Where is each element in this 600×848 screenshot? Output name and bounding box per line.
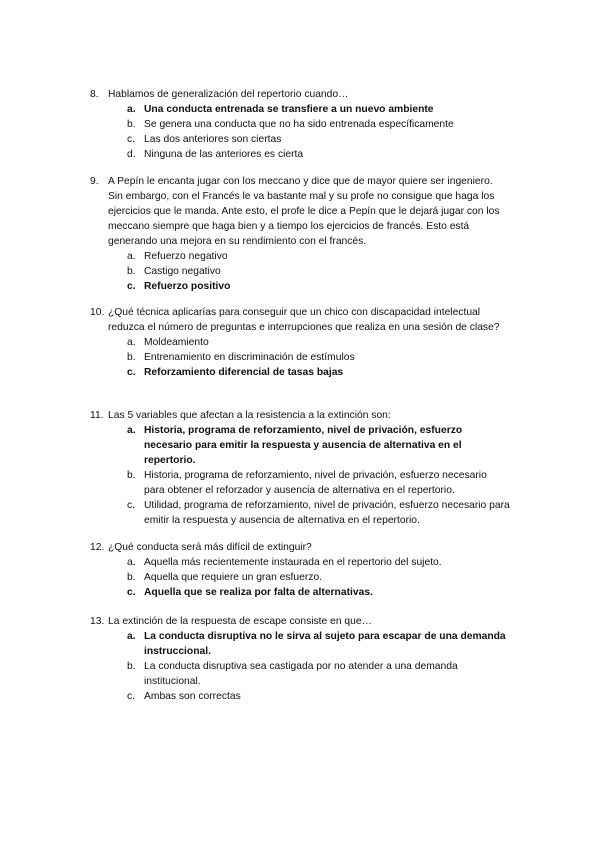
option-text: Aquella que requiere un gran esfuerzo.: [144, 572, 323, 583]
option-b: [90, 264, 510, 279]
question-13: [90, 614, 510, 704]
option-list: [90, 102, 510, 162]
option-text: Las dos anteriores son ciertas: [144, 134, 282, 145]
option-letter: b.: [127, 352, 136, 363]
option-text: Historia, programa de reforzamiento, nivel de privación, esfuerzo necesario para obtener el reforzador y ausencia de alternativa en el repertorio.: [144, 470, 487, 496]
option-letter: b.: [127, 661, 136, 672]
question-11: [90, 408, 510, 528]
option-text: Una conducta entrenada se transfiere a un nuevo ambiente: [144, 104, 434, 115]
question-number: 13.: [90, 616, 105, 627]
option-a-correct: [90, 629, 510, 659]
question-stem: [90, 614, 510, 629]
question-stem: [90, 540, 510, 555]
option-letter: b.: [127, 119, 136, 130]
question-number: 9.: [90, 176, 99, 187]
question-text: La extinción de la respuesta de escape consiste en que…: [108, 616, 372, 627]
option-letter: c.: [127, 691, 136, 702]
question-stem: [90, 305, 510, 335]
option-text: Se genera una conducta que no ha sido entrenada específicamente: [144, 119, 454, 130]
option-list: [90, 423, 510, 528]
option-text: Utilidad, programa de reforzamiento, nivel de privación, esfuerzo necesario para emitir la respuesta y ausencia de alternativa en el repertorio.: [144, 500, 510, 526]
question-9: [90, 174, 510, 294]
option-text: Moldeamiento: [144, 337, 209, 348]
option-c-correct: [90, 365, 510, 380]
question-text: ¿Qué conducta será más difícil de extinguir?: [108, 542, 312, 553]
option-text: Castigo negativo: [144, 266, 221, 277]
option-c: [90, 498, 510, 528]
option-letter: c.: [127, 587, 136, 598]
option-text: Ambas son correctas: [144, 691, 241, 702]
option-letter: a.: [127, 251, 136, 262]
option-text: La conducta disruptiva no le sirva al sujeto para escapar de una demanda instruccional.: [144, 631, 506, 657]
option-letter: b.: [127, 266, 136, 277]
option-b: [90, 350, 510, 365]
question-text: Las 5 variables que afectan a la resistencia a la extinción son:: [108, 410, 391, 421]
option-text: La conducta disruptiva sea castigada por no atender a una demanda institucional.: [144, 661, 458, 687]
question-10: [90, 305, 510, 380]
option-list: [90, 335, 510, 380]
question-text: ¿Qué técnica aplicarías para conseguir que un chico con discapacidad intelectual reduzca el número de preguntas e interrupciones que realiza en una sesión de clase?: [108, 307, 500, 333]
question-text: Hablamos de generalización del repertorio cuando…: [108, 89, 349, 100]
option-list: [90, 249, 510, 294]
option-letter: a.: [127, 631, 136, 642]
question-number: 10.: [90, 307, 105, 318]
question-stem: [90, 408, 510, 423]
option-c-correct: [90, 585, 510, 600]
option-letter: c.: [127, 500, 136, 511]
question-number: 12.: [90, 542, 105, 553]
question-stem: [90, 174, 510, 249]
option-c: [90, 689, 510, 704]
option-list: [90, 555, 510, 600]
question-number: 11.: [90, 410, 104, 421]
option-b: [90, 468, 510, 498]
option-list: [90, 629, 510, 704]
option-text: Reforzamiento diferencial de tasas bajas: [144, 367, 344, 378]
option-text: Historia, programa de reforzamiento, nivel de privación, esfuerzo necesario para emitir la respuesta y ausencia de alternativa en el repertorio.: [144, 425, 463, 466]
question-8: [90, 87, 510, 162]
option-a: [90, 555, 510, 570]
option-c: [90, 132, 510, 147]
question-12: [90, 540, 510, 600]
option-text: Ninguna de las anteriores es cierta: [144, 149, 304, 160]
option-letter: c.: [127, 134, 136, 145]
option-b: [90, 570, 510, 585]
question-number: 8.: [90, 89, 99, 100]
option-d: [90, 147, 510, 162]
option-b: [90, 117, 510, 132]
option-letter: b.: [127, 470, 136, 481]
question-stem: [90, 87, 510, 102]
option-letter: d.: [127, 149, 136, 160]
option-text: Entrenamiento en discriminación de estímulos: [144, 352, 355, 363]
option-a: [90, 335, 510, 350]
option-c-correct: [90, 279, 510, 294]
question-text: A Pepín le encanta jugar con los meccano y dice que de mayor quiere ser ingeniero. Sin embargo, con el Francés le va bastante mal y su profe no consigue que haga los ejercicios que le manda. Ante esto, el profe le dice a Pepín que le dejará jugar con los meccano siempre que haga bien y a tiempo los ejercicios de francés. Esto está generando una mejora en su rendimiento con el francés.: [108, 176, 500, 247]
option-b: [90, 659, 510, 689]
option-a-correct: [90, 423, 510, 468]
option-letter: b.: [127, 572, 136, 583]
option-a-correct: [90, 102, 510, 117]
option-letter: a.: [127, 337, 136, 348]
option-text: Aquella más recientemente instaurada en el repertorio del sujeto.: [144, 557, 442, 568]
option-letter: a.: [127, 557, 136, 568]
option-a: [90, 249, 510, 264]
option-letter: c.: [127, 367, 136, 378]
option-text: Aquella que se realiza por falta de alternativas.: [144, 587, 373, 598]
option-letter: a.: [127, 425, 136, 436]
option-letter: c.: [127, 281, 136, 292]
option-text: Refuerzo positivo: [144, 281, 231, 292]
option-text: Refuerzo negativo: [144, 251, 228, 262]
option-letter: a.: [127, 104, 136, 115]
